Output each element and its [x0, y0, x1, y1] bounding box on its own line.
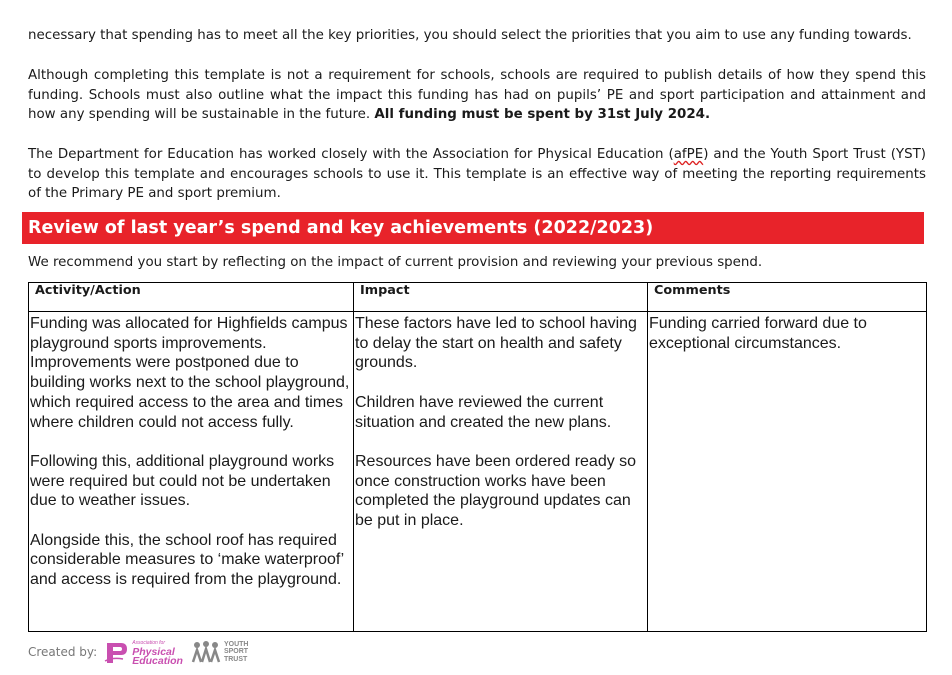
review-table — [28, 282, 927, 632]
yst-logo — [191, 640, 249, 664]
comments-paragraph: Funding carried forward due to exceptional circumstances. — [649, 315, 867, 352]
activity-paragraph: Alongside this, the school roof has required considerable measures to ‘make waterproof’ and access is required from the playground. — [30, 531, 344, 589]
header-activity: Activity/Action — [29, 283, 354, 312]
recommendation-text: We recommend you start by reflecting on the impact of current provision and reviewing your previous spend. — [28, 255, 763, 270]
afpe-line2: Physical — [132, 645, 175, 658]
impact-paragraph: These factors have led to school having to delay the start on health and safety grounds. — [355, 315, 637, 372]
activity-cell[interactable] — [29, 312, 354, 632]
publish-requirement-text: Although completing this template is not a requirement for schools, schools are required to publish details of how they spend this funding. Schools must also outline what the impact this funding has had on pupils’ PE and sport participation and attainment and how any spending will be sustainable in the future. — [28, 68, 926, 123]
section-heading-banner: Review of last year’s spend and key achievements (2022/2023) — [22, 212, 924, 244]
afpe-line3: Education — [132, 654, 183, 667]
impact-cell[interactable] — [354, 312, 648, 632]
afpe-emblem-icon — [103, 639, 129, 665]
yst-line3: TRUST — [223, 655, 248, 663]
paragraph-dfe-template — [28, 145, 926, 204]
footer-credits — [28, 636, 248, 668]
afpe-logo — [103, 639, 183, 666]
yst-line2: SPORT — [223, 648, 249, 656]
paragraph-priorities: necessary that spending has to meet all the key priorities, you should select the priorities that you aim to use any funding towards. — [28, 28, 912, 43]
dfe-text-part1: The Department for Education has worked closely with the Association for Physical Education ( — [28, 147, 674, 162]
header-comments: Comments — [648, 283, 927, 312]
afpe-acronym: afPE — [673, 147, 704, 162]
yst-figures-icon — [191, 640, 221, 664]
impact-paragraph: Resources have been ordered ready so once construction works have been completed the playground updates can be put in place. — [355, 452, 637, 529]
table-row — [29, 312, 927, 632]
header-impact: Impact — [354, 283, 648, 312]
table-header-row — [29, 283, 927, 312]
created-by-label: Created by: — [28, 645, 98, 659]
comments-cell[interactable] — [648, 312, 927, 632]
yst-line1: YOUTH — [223, 640, 249, 648]
afpe-line1: Association for — [132, 639, 165, 646]
dfe-text-part2: ) and the Youth Sport Trust (YST) to develop this template and encourages schools to use it. This template is an effective way of meeting the reporting requirements of the Primary PE and sport premium. — [28, 147, 927, 202]
activity-paragraph: Following this, additional playground works were required but could not be undertaken due to weather issues. — [30, 452, 335, 510]
activity-paragraph: Funding was allocated for Highfields campus playground sports improvements. Improvements were postponed due to building works next to the school playground, which required access to the area and times where children could not access fully. — [30, 315, 350, 431]
deadline-text: All funding must be spent by 31st July 2024. — [374, 107, 711, 123]
yst-wordmark — [224, 641, 249, 664]
afpe-wordmark — [132, 639, 183, 666]
impact-paragraph: Children have reviewed the current situation and created the new plans. — [355, 393, 612, 431]
paragraph-publish-requirement — [28, 66, 926, 125]
